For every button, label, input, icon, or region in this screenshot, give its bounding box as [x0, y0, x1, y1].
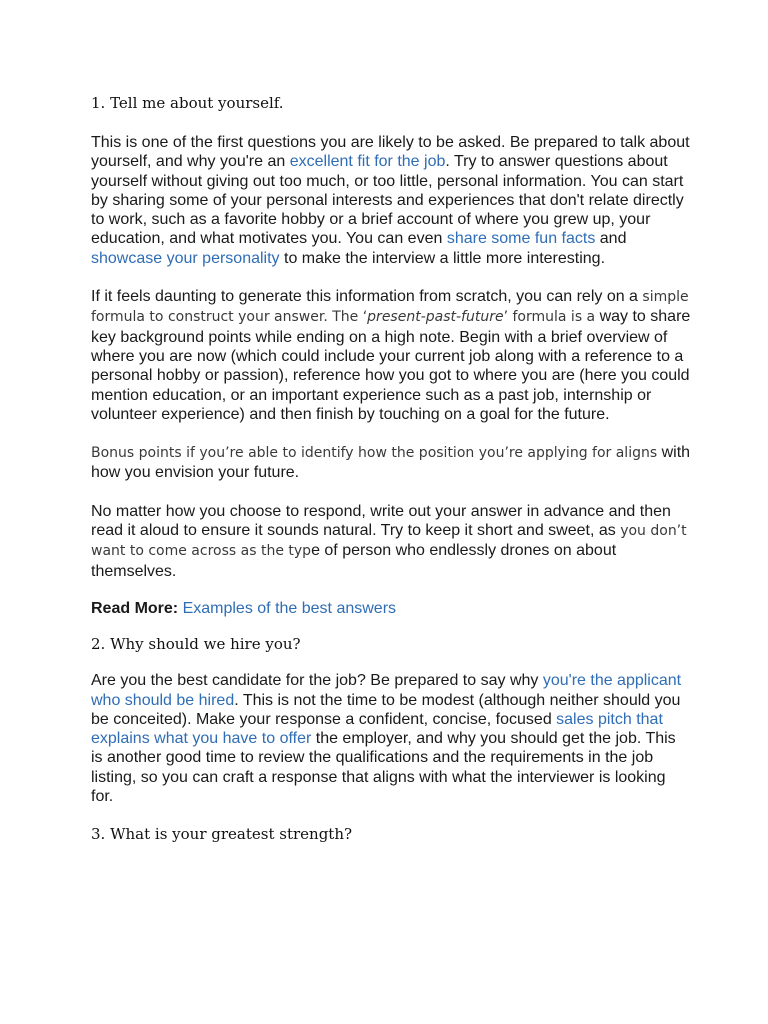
- text-run: way to share key background points while ending on a high note. Begin with a brief overview of where you are now (which could include your current job along with a reference to a personal hobby or passion), reference how you got to where you are (here you could mention education, or an important experience such as a past job, internship or volunteer experience) and then finish by touching on a goal for the future.: [91, 308, 691, 423]
- text-run: This is one of the first questions you are likely to be asked. Be prepared to talk about yourself, and why you're an: [91, 134, 690, 171]
- sales-pitch-link[interactable]: sales pitch that explains what you have to offer: [91, 710, 663, 748]
- question-1-paragraph-1: [91, 133, 691, 268]
- text-run: with how you envision your future.: [91, 444, 691, 482]
- applicant-hired-link[interactable]: you're the applicant who should be hired: [91, 672, 682, 709]
- text-run: . This is not the time to be modest (although neither should you be conceited). Make your response a confident, concise, focused: [91, 691, 681, 728]
- question-1-heading: 1. Tell me about yourself.: [91, 94, 284, 112]
- question-3-heading: 3. What is your greatest strength?: [91, 825, 353, 844]
- text-run: Are you the best candidate for the job? Be prepared to say why: [91, 672, 543, 690]
- text-run: No matter how you choose to respond, write out your answer in advance and then read it aloud to ensure it sounds natural. Try to keep it short and sweet, as: [91, 502, 671, 540]
- text-run: Bonus points if you’re able to identify how the position you’re applying for aligns: [91, 445, 658, 462]
- fun-facts-link[interactable]: share some fun facts: [446, 230, 596, 248]
- article-body: [91, 90, 691, 845]
- question-1-paragraph-3: [91, 443, 691, 483]
- text-run: simple formula to construct your answer. The ‘: [91, 289, 689, 326]
- read-more-label: Read More:: [91, 599, 179, 617]
- question-2-paragraph-1: [91, 671, 691, 806]
- question-1-paragraph-4: [91, 502, 691, 581]
- excellent-fit-link[interactable]: excellent fit for the job: [289, 153, 446, 171]
- text-run: ’ formula is a: [503, 309, 596, 326]
- text-run: you don’t want to come across as the typ: [91, 523, 687, 560]
- text-run: the employer, and why you should get the job. This is another good time to review the qualifications and the requirements in the job listing, so you can craft a response that aligns with what the interviewer is looking for.: [91, 730, 676, 806]
- showcase-personality-link[interactable]: showcase your personality: [91, 249, 280, 267]
- text-run: . Try to answer questions about yourself without giving out too much, or too little, personal information. You can start by sharing some of your personal interests and experiences that don't relate directly to work, such as a favorite hobby or a brief account of where you grew up, your education, and what motivates you. You can even: [91, 153, 684, 248]
- question-2-heading: 2. Why should we hire you?: [91, 635, 301, 654]
- best-answers-link[interactable]: Examples of the best answers: [182, 599, 397, 617]
- text-run: and: [595, 230, 627, 248]
- read-more-line: [91, 599, 691, 618]
- present-past-future-emphasis: present-past-future: [367, 309, 504, 326]
- text-run: e of person who endlessly drones on about themselves.: [91, 542, 617, 580]
- question-1-paragraph-2: [91, 287, 691, 424]
- text-run: If it feels daunting to generate this information from scratch, you can rely on a: [91, 288, 643, 306]
- text-run: to make the interview a little more interesting.: [279, 249, 606, 267]
